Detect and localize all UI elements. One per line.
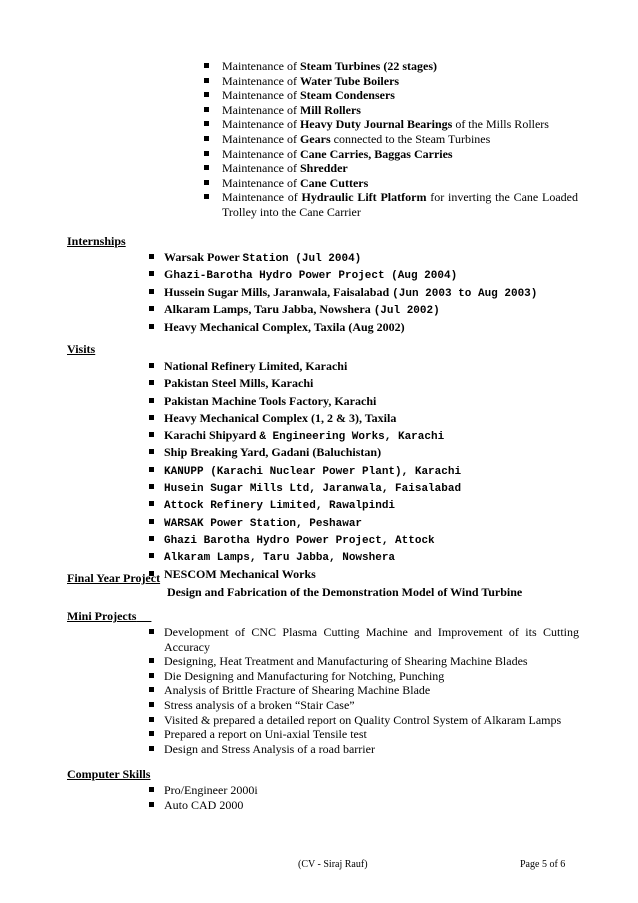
maintenance-list bbox=[204, 59, 578, 220]
bullet-icon bbox=[149, 467, 154, 472]
list-item: Maintenance of Cane Carries, Baggas Carries bbox=[204, 147, 578, 162]
list-item: Hussein Sugar Mills, Jaranwala, Faisalabad (Jun 2003 to Aug 2003) bbox=[149, 285, 579, 302]
final-year-project-title: Design and Fabrication of the Demonstration Model of Wind Turbine bbox=[167, 585, 523, 599]
list-item: Auto CAD 2000 bbox=[149, 798, 579, 813]
bullet-icon bbox=[149, 673, 154, 678]
bullet-icon bbox=[149, 363, 154, 368]
list-item: Attock Refinery Limited, Rawalpindi bbox=[149, 497, 579, 514]
computer-skills-heading: Computer Skills bbox=[67, 767, 151, 781]
list-item: Maintenance of Mill Rollers bbox=[204, 103, 578, 118]
list-item: Alkaram Lamps, Taru Jabba, Nowshera (Jul 2002) bbox=[149, 302, 579, 319]
bullet-icon bbox=[149, 702, 154, 707]
footer-center-text: (CV - Siraj Rauf) bbox=[298, 859, 368, 870]
bullet-icon bbox=[149, 536, 154, 541]
internships-list bbox=[149, 250, 579, 337]
bullet-icon bbox=[204, 180, 209, 185]
list-item: Die Designing and Manufacturing for Notching, Punching bbox=[149, 669, 579, 684]
bullet-icon bbox=[204, 165, 209, 170]
list-item: Maintenance of Heavy Duty Journal Bearings of the Mills Rollers bbox=[204, 117, 578, 132]
list-item: National Refinery Limited, Karachi bbox=[149, 359, 579, 376]
list-item: Pro/Engineer 2000i bbox=[149, 783, 579, 798]
list-item: Maintenance of Shredder bbox=[204, 161, 578, 176]
list-item: Pakistan Steel Mills, Karachi bbox=[149, 376, 579, 393]
list-item: Warsak Power Station (Jul 2004) bbox=[149, 250, 579, 267]
bullet-icon bbox=[204, 151, 209, 156]
list-item: Designing, Heat Treatment and Manufacturing of Shearing Machine Blades bbox=[149, 654, 579, 669]
list-item: Pakistan Machine Tools Factory, Karachi bbox=[149, 394, 579, 411]
bullet-icon bbox=[149, 717, 154, 722]
bullet-icon bbox=[149, 415, 154, 420]
list-item: Heavy Mechanical Complex, Taxila (Aug 2002) bbox=[149, 320, 579, 337]
list-item: KANUPP (Karachi Nuclear Power Plant), Karachi bbox=[149, 463, 579, 480]
list-item: Maintenance of Hydraulic Lift Platform for inverting the Cane Loaded Trolley into the Cane Carrier bbox=[204, 190, 578, 219]
footer-page-number: Page 5 of 6 bbox=[520, 859, 566, 870]
bullet-icon bbox=[149, 787, 154, 792]
list-item: Heavy Mechanical Complex (1, 2 & 3), Taxila bbox=[149, 411, 579, 428]
list-item: Visited & prepared a detailed report on Quality Control System of Alkaram Lamps bbox=[149, 713, 579, 728]
bullet-icon bbox=[149, 380, 154, 385]
list-item: Prepared a report on Uni-axial Tensile test bbox=[149, 727, 579, 742]
bullet-icon bbox=[149, 687, 154, 692]
internships-heading: Internships bbox=[67, 234, 126, 248]
bullet-icon bbox=[149, 519, 154, 524]
bullet-icon bbox=[149, 746, 154, 751]
visits-heading: Visits bbox=[67, 342, 96, 356]
list-item: Alkaram Lamps, Taru Jabba, Nowshera bbox=[149, 549, 579, 566]
bullet-icon bbox=[204, 194, 209, 199]
list-item: Analysis of Brittle Fracture of Shearing Machine Blade bbox=[149, 683, 579, 698]
bullet-icon bbox=[149, 254, 154, 259]
visits-list bbox=[149, 359, 579, 584]
bullet-icon bbox=[149, 289, 154, 294]
list-item: Karachi Shipyard & Engineering Works, Karachi bbox=[149, 428, 579, 445]
computer-skills-list bbox=[149, 783, 579, 812]
list-item: Maintenance of Gears connected to the Steam Turbines bbox=[204, 132, 578, 147]
list-item: Development of CNC Plasma Cutting Machine and Improvement of its Cutting Accuracy bbox=[149, 625, 579, 654]
list-item: Ship Breaking Yard, Gadani (Baluchistan) bbox=[149, 445, 579, 462]
list-item: NESCOM Mechanical Works bbox=[149, 567, 579, 584]
bullet-icon bbox=[149, 398, 154, 403]
bullet-icon bbox=[204, 136, 209, 141]
list-item: Design and Stress Analysis of a road barrier bbox=[149, 742, 579, 757]
bullet-icon bbox=[149, 306, 154, 311]
list-item: Ghazi-Barotha Hydro Power Project (Aug 2004) bbox=[149, 267, 579, 284]
bullet-icon bbox=[204, 107, 209, 112]
list-item: Maintenance of Steam Condensers bbox=[204, 88, 578, 103]
bullet-icon bbox=[204, 78, 209, 83]
list-item: Maintenance of Water Tube Boilers bbox=[204, 74, 578, 89]
bullet-icon bbox=[149, 432, 154, 437]
bullet-icon bbox=[149, 802, 154, 807]
mini-projects-heading: Mini Projects bbox=[67, 609, 137, 623]
bullet-icon bbox=[149, 501, 154, 506]
list-item: Maintenance of Steam Turbines (22 stages) bbox=[204, 59, 578, 74]
bullet-icon bbox=[149, 731, 154, 736]
list-item: WARSAK Power Station, Peshawar bbox=[149, 515, 579, 532]
list-item: Stress analysis of a broken “Stair Case” bbox=[149, 698, 579, 713]
bullet-icon bbox=[149, 271, 154, 276]
list-item: Husein Sugar Mills Ltd, Jaranwala, Faisalabad bbox=[149, 480, 579, 497]
mini-projects-list bbox=[149, 625, 579, 756]
bullet-icon bbox=[204, 92, 209, 97]
list-item: Ghazi Barotha Hydro Power Project, Attock bbox=[149, 532, 579, 549]
bullet-icon bbox=[204, 63, 209, 68]
bullet-icon bbox=[204, 121, 209, 126]
bullet-icon bbox=[149, 658, 154, 663]
bullet-icon bbox=[149, 324, 154, 329]
bullet-icon bbox=[149, 484, 154, 489]
list-item: Maintenance of Cane Cutters bbox=[204, 176, 578, 191]
bullet-icon bbox=[149, 629, 154, 634]
final-year-project-heading: Final Year Project bbox=[67, 571, 161, 585]
bullet-icon bbox=[149, 553, 154, 558]
bullet-icon bbox=[149, 449, 154, 454]
